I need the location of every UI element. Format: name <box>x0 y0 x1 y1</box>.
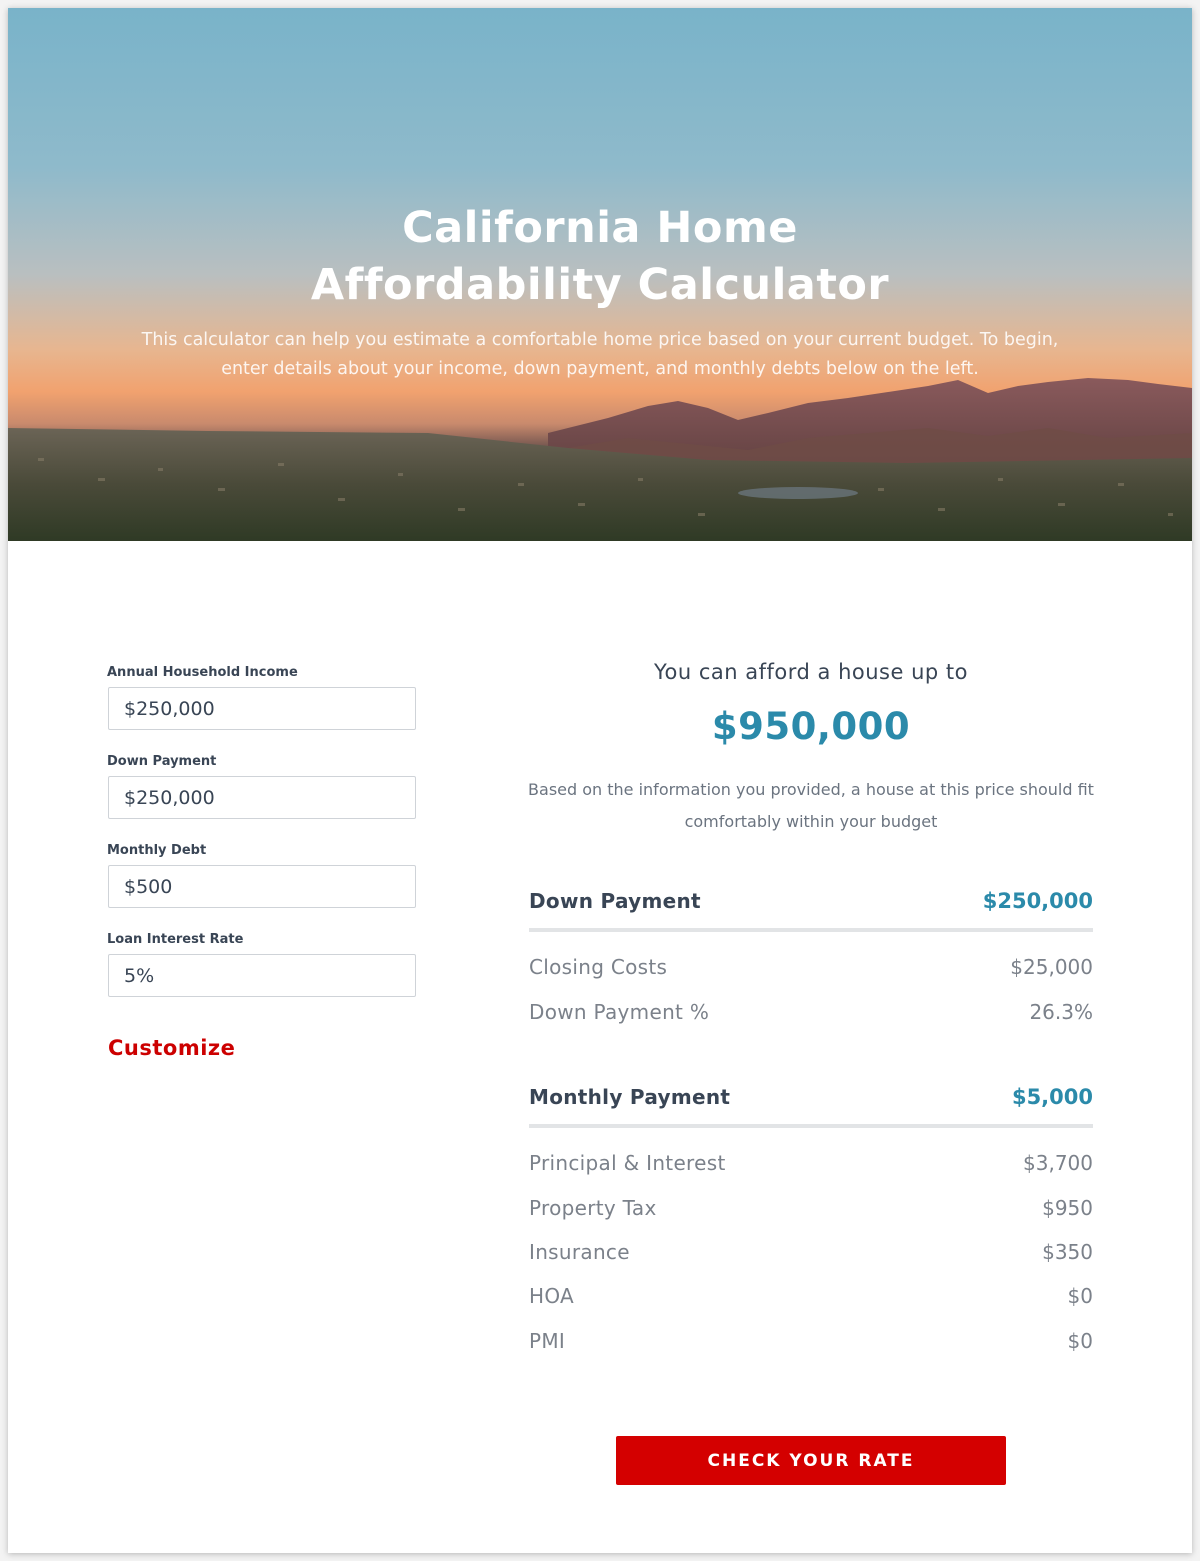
row-value: 26.3% <box>1029 1000 1093 1024</box>
row-value: $3,700 <box>1023 1151 1093 1175</box>
row-label: Property Tax <box>529 1196 657 1220</box>
monthly-payment-summary <box>529 1085 1093 1115</box>
page-intro: This calculator can help you estimate a comfortable home price based on your current budget. To begin, enter details about your income, down payment, and monthly debts below on the left. <box>141 330 1059 379</box>
interest-rate-input[interactable] <box>108 954 416 997</box>
row-label: Down Payment % <box>529 1000 710 1024</box>
down-payment-input[interactable] <box>108 776 416 819</box>
hoa-row <box>529 1284 1093 1314</box>
row-label: PMI <box>529 1329 566 1353</box>
down-payment-summary <box>529 889 1093 919</box>
afford-heading: You can afford a house up to <box>654 660 968 684</box>
row-value: $950 <box>1042 1196 1093 1220</box>
page-title: California Home Affordability Calculator <box>310 203 890 310</box>
principal-interest-row <box>529 1151 1093 1181</box>
row-value: $0 <box>1067 1329 1093 1353</box>
afford-amount: $950,000 <box>711 705 911 748</box>
row-value: $25,000 <box>1010 955 1093 979</box>
monthly-payment-summary-value: $5,000 <box>1011 1085 1093 1109</box>
row-label: Insurance <box>529 1240 630 1264</box>
row-label: Closing Costs <box>529 955 668 979</box>
down-payment-summary-value: $250,000 <box>982 889 1093 913</box>
customize-link[interactable]: Customize <box>108 1036 236 1060</box>
down-payment-label: Down Payment <box>107 754 217 769</box>
monthly-payment-summary-label: Monthly Payment <box>529 1085 731 1109</box>
monthly-debt-label: Monthly Debt <box>107 843 207 858</box>
calculator-card <box>8 8 1192 1553</box>
down-payment-percent-row <box>529 1000 1093 1030</box>
row-value: $350 <box>1042 1240 1093 1264</box>
hero-banner <box>8 8 1192 541</box>
row-value: $0 <box>1067 1284 1093 1308</box>
property-tax-row <box>529 1196 1093 1226</box>
down-payment-summary-label: Down Payment <box>529 889 701 913</box>
interest-rate-label: Loan Interest Rate <box>107 932 244 947</box>
afford-note: Based on the information you provided, a house at this price should fit comfortably within your budget <box>528 780 1094 831</box>
row-label: HOA <box>529 1284 575 1308</box>
annual-income-label: Annual Household Income <box>107 665 298 680</box>
section-divider <box>529 1124 1093 1128</box>
check-your-rate-button[interactable]: CHECK YOUR RATE <box>616 1436 1006 1485</box>
annual-income-input[interactable] <box>108 687 416 730</box>
row-label: Principal & Interest <box>529 1151 726 1175</box>
closing-costs-row <box>529 955 1093 985</box>
pmi-row <box>529 1329 1093 1359</box>
insurance-row <box>529 1240 1093 1270</box>
monthly-debt-input[interactable] <box>108 865 416 908</box>
section-divider <box>529 928 1093 932</box>
